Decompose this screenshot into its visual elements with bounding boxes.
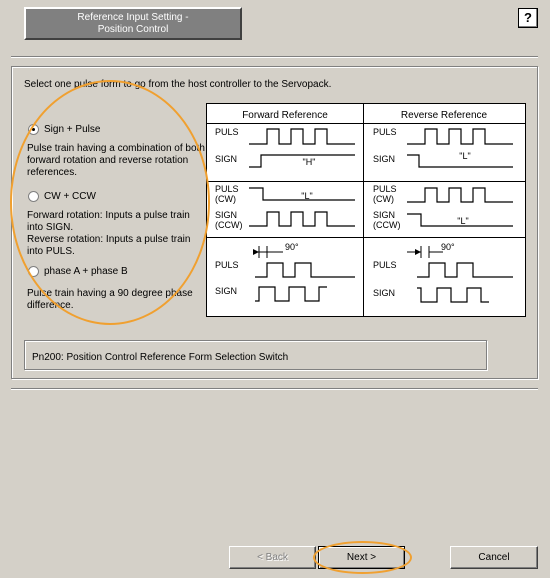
desc-sign-pulse: Pulse train having a combination of both forward rotation and reverse rotation references. bbox=[27, 143, 205, 178]
label-sign: SIGN bbox=[215, 154, 238, 164]
label-puls: PULS bbox=[373, 127, 397, 137]
title-line-2: Position Control bbox=[97, 24, 169, 35]
level-low: "L" bbox=[457, 216, 469, 226]
wave-reverse-puls bbox=[407, 129, 513, 144]
wave-forward-ccw bbox=[249, 212, 355, 226]
desc-phase-ab: Pulse train having a 90 degree phase difference. bbox=[27, 288, 193, 311]
desc-cw-ccw-line2: Reverse rotation: Inputs a pulse train into PULS. bbox=[27, 234, 191, 257]
header-forward-reference: Forward Reference bbox=[242, 110, 328, 121]
label-puls: PULS bbox=[215, 184, 239, 194]
wave-reverse-cw bbox=[407, 188, 513, 202]
label-puls: PULS bbox=[373, 184, 397, 194]
desc-cw-ccw bbox=[27, 210, 207, 258]
label-sign: SIGN bbox=[215, 286, 238, 296]
dialog-title bbox=[24, 7, 242, 40]
top-separator bbox=[11, 56, 538, 58]
wave-reverse-phase-a bbox=[417, 263, 513, 277]
radio-button[interactable] bbox=[28, 266, 39, 277]
radio-phase-ab[interactable] bbox=[28, 266, 128, 277]
help-icon: ? bbox=[524, 10, 532, 25]
phase-90-degrees: 90° bbox=[441, 242, 455, 252]
label-puls: PULS bbox=[215, 127, 239, 137]
wave-forward-phase-a bbox=[255, 263, 355, 277]
label-sign: SIGN bbox=[215, 210, 238, 220]
radio-button[interactable] bbox=[28, 191, 39, 202]
instruction-text: Select one pulse form to go from the host controller to the Servopack. bbox=[24, 79, 332, 90]
cancel-button[interactable]: Cancel bbox=[450, 546, 538, 569]
help-button[interactable] bbox=[518, 8, 538, 28]
label-ccw: (CCW) bbox=[373, 220, 401, 230]
label-sign: SIGN bbox=[373, 288, 396, 298]
header-reverse-reference: Reverse Reference bbox=[400, 110, 488, 121]
radio-label-cw-ccw: CW + CCW bbox=[44, 191, 96, 202]
title-line-1: Reference Input Setting - bbox=[77, 12, 189, 23]
pulse-waveforms bbox=[207, 104, 525, 316]
label-sign: SIGN bbox=[373, 210, 396, 220]
label-puls: PULS bbox=[373, 260, 397, 270]
pulse-diagram bbox=[206, 103, 526, 317]
parameter-status-text: Pn200: Position Control Reference Form Selection Switch bbox=[32, 352, 289, 363]
level-high: "H" bbox=[302, 157, 316, 167]
wave-forward-phase-b bbox=[255, 287, 327, 301]
radio-button-selected[interactable] bbox=[28, 124, 39, 135]
radio-label-phase-ab: phase A + phase B bbox=[44, 266, 128, 277]
phase-90-degrees: 90° bbox=[285, 242, 299, 252]
level-low: "L" bbox=[301, 191, 313, 201]
desc-cw-ccw-line1: Forward rotation: Inputs a pulse train into SIGN. bbox=[27, 210, 190, 233]
radio-label-sign-pulse: Sign + Pulse bbox=[44, 124, 101, 135]
label-puls: PULS bbox=[215, 260, 239, 270]
back-button[interactable]: < Back bbox=[229, 546, 316, 569]
label-cw: (CW) bbox=[373, 194, 394, 204]
label-sign: SIGN bbox=[373, 154, 396, 164]
radio-cw-ccw[interactable] bbox=[28, 191, 96, 202]
label-cw: (CW) bbox=[215, 194, 236, 204]
radio-sign-pulse[interactable] bbox=[28, 124, 100, 135]
next-button[interactable]: Next > bbox=[318, 546, 405, 569]
label-ccw: (CCW) bbox=[215, 220, 243, 230]
wave-reverse-phase-b bbox=[417, 288, 489, 302]
wave-forward-puls bbox=[249, 129, 355, 144]
level-low: "L" bbox=[459, 151, 471, 161]
bottom-separator bbox=[11, 388, 538, 390]
